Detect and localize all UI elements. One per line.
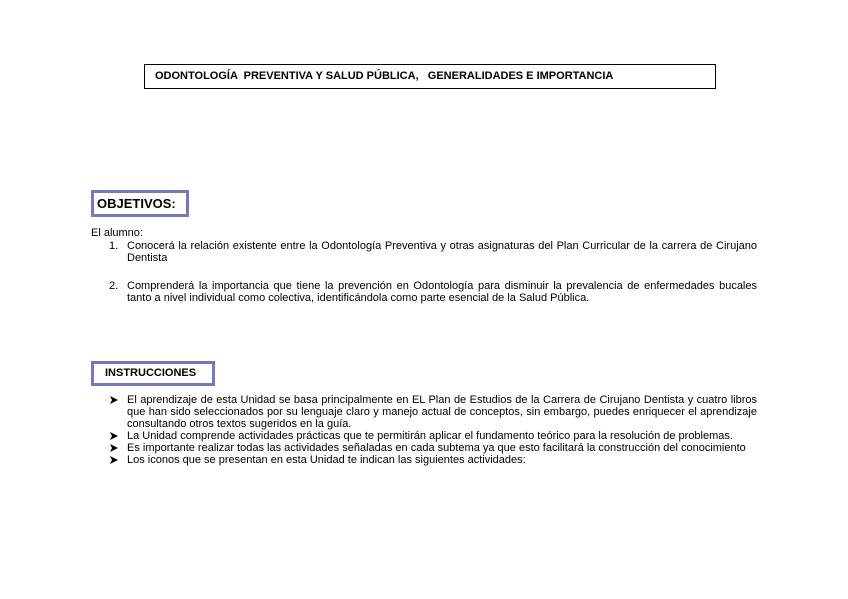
objetivos-intro: El alumno:	[91, 227, 143, 239]
objetivo-item	[91, 240, 757, 264]
instruccion-text: La Unidad comprende actividades prácticas que te permitirán aplicar el fundamento teórico para la resolución de problemas.	[127, 430, 733, 442]
objetivo-item	[91, 280, 757, 304]
instruccion-item	[91, 442, 757, 454]
objetivo-number: 1.	[109, 240, 119, 252]
instruccion-text: El aprendizaje de esta Unidad se basa principalmente en EL Plan de Estudios de la Carrera de Cirujano Dentista y cuatro libros que han sido seleccionados por su lenguaje claro y manejo actual de conceptos, sin embargo, puedes enriquecer el aprendizaje consultando otros textos sugeridos en la guía.	[127, 394, 757, 430]
objetivo-number: 2.	[109, 280, 119, 292]
arrowhead-bullet-icon	[109, 431, 119, 441]
instruccion-item	[91, 394, 757, 430]
arrowhead-bullet-icon	[109, 395, 119, 405]
instruccion-text: Los iconos que se presentan en esta Unidad te indican las siguientes actividades:	[127, 454, 526, 466]
objetivos-heading-box	[91, 190, 189, 217]
document-title: ODONTOLOGÍA PREVENTIVA Y SALUD PÚBLICA, GENERALIDADES E IMPORTANCIA	[144, 64, 716, 89]
arrowhead-bullet-icon	[109, 455, 119, 465]
instruccion-item	[91, 430, 757, 442]
objetivo-text: Conocerá la relación existente entre la Odontología Preventiva y otras asignaturas del Plan Curricular de la carrera de Cirujano Dentista	[127, 240, 757, 264]
objetivos-heading: OBJETIVOS:	[97, 196, 176, 211]
instruccion-item	[91, 454, 757, 466]
arrowhead-bullet-icon	[109, 443, 119, 453]
instrucciones-heading: INSTRUCCIONES	[105, 367, 197, 379]
instruccion-text: Es importante realizar todas las actividades señaladas en cada subtema ya que esto facilitará la construcción del conocimiento	[127, 442, 746, 454]
objetivos-list	[91, 240, 757, 304]
objetivo-text: Comprenderá la importancia que tiene la prevención en Odontología para disminuir la prevalencia de enfermedades bucales tanto a nivel individual como colectiva, identificándola como parte esencial de la Salud Pública.	[127, 280, 757, 304]
instrucciones-list	[91, 394, 757, 466]
instrucciones-heading-box	[91, 361, 215, 386]
